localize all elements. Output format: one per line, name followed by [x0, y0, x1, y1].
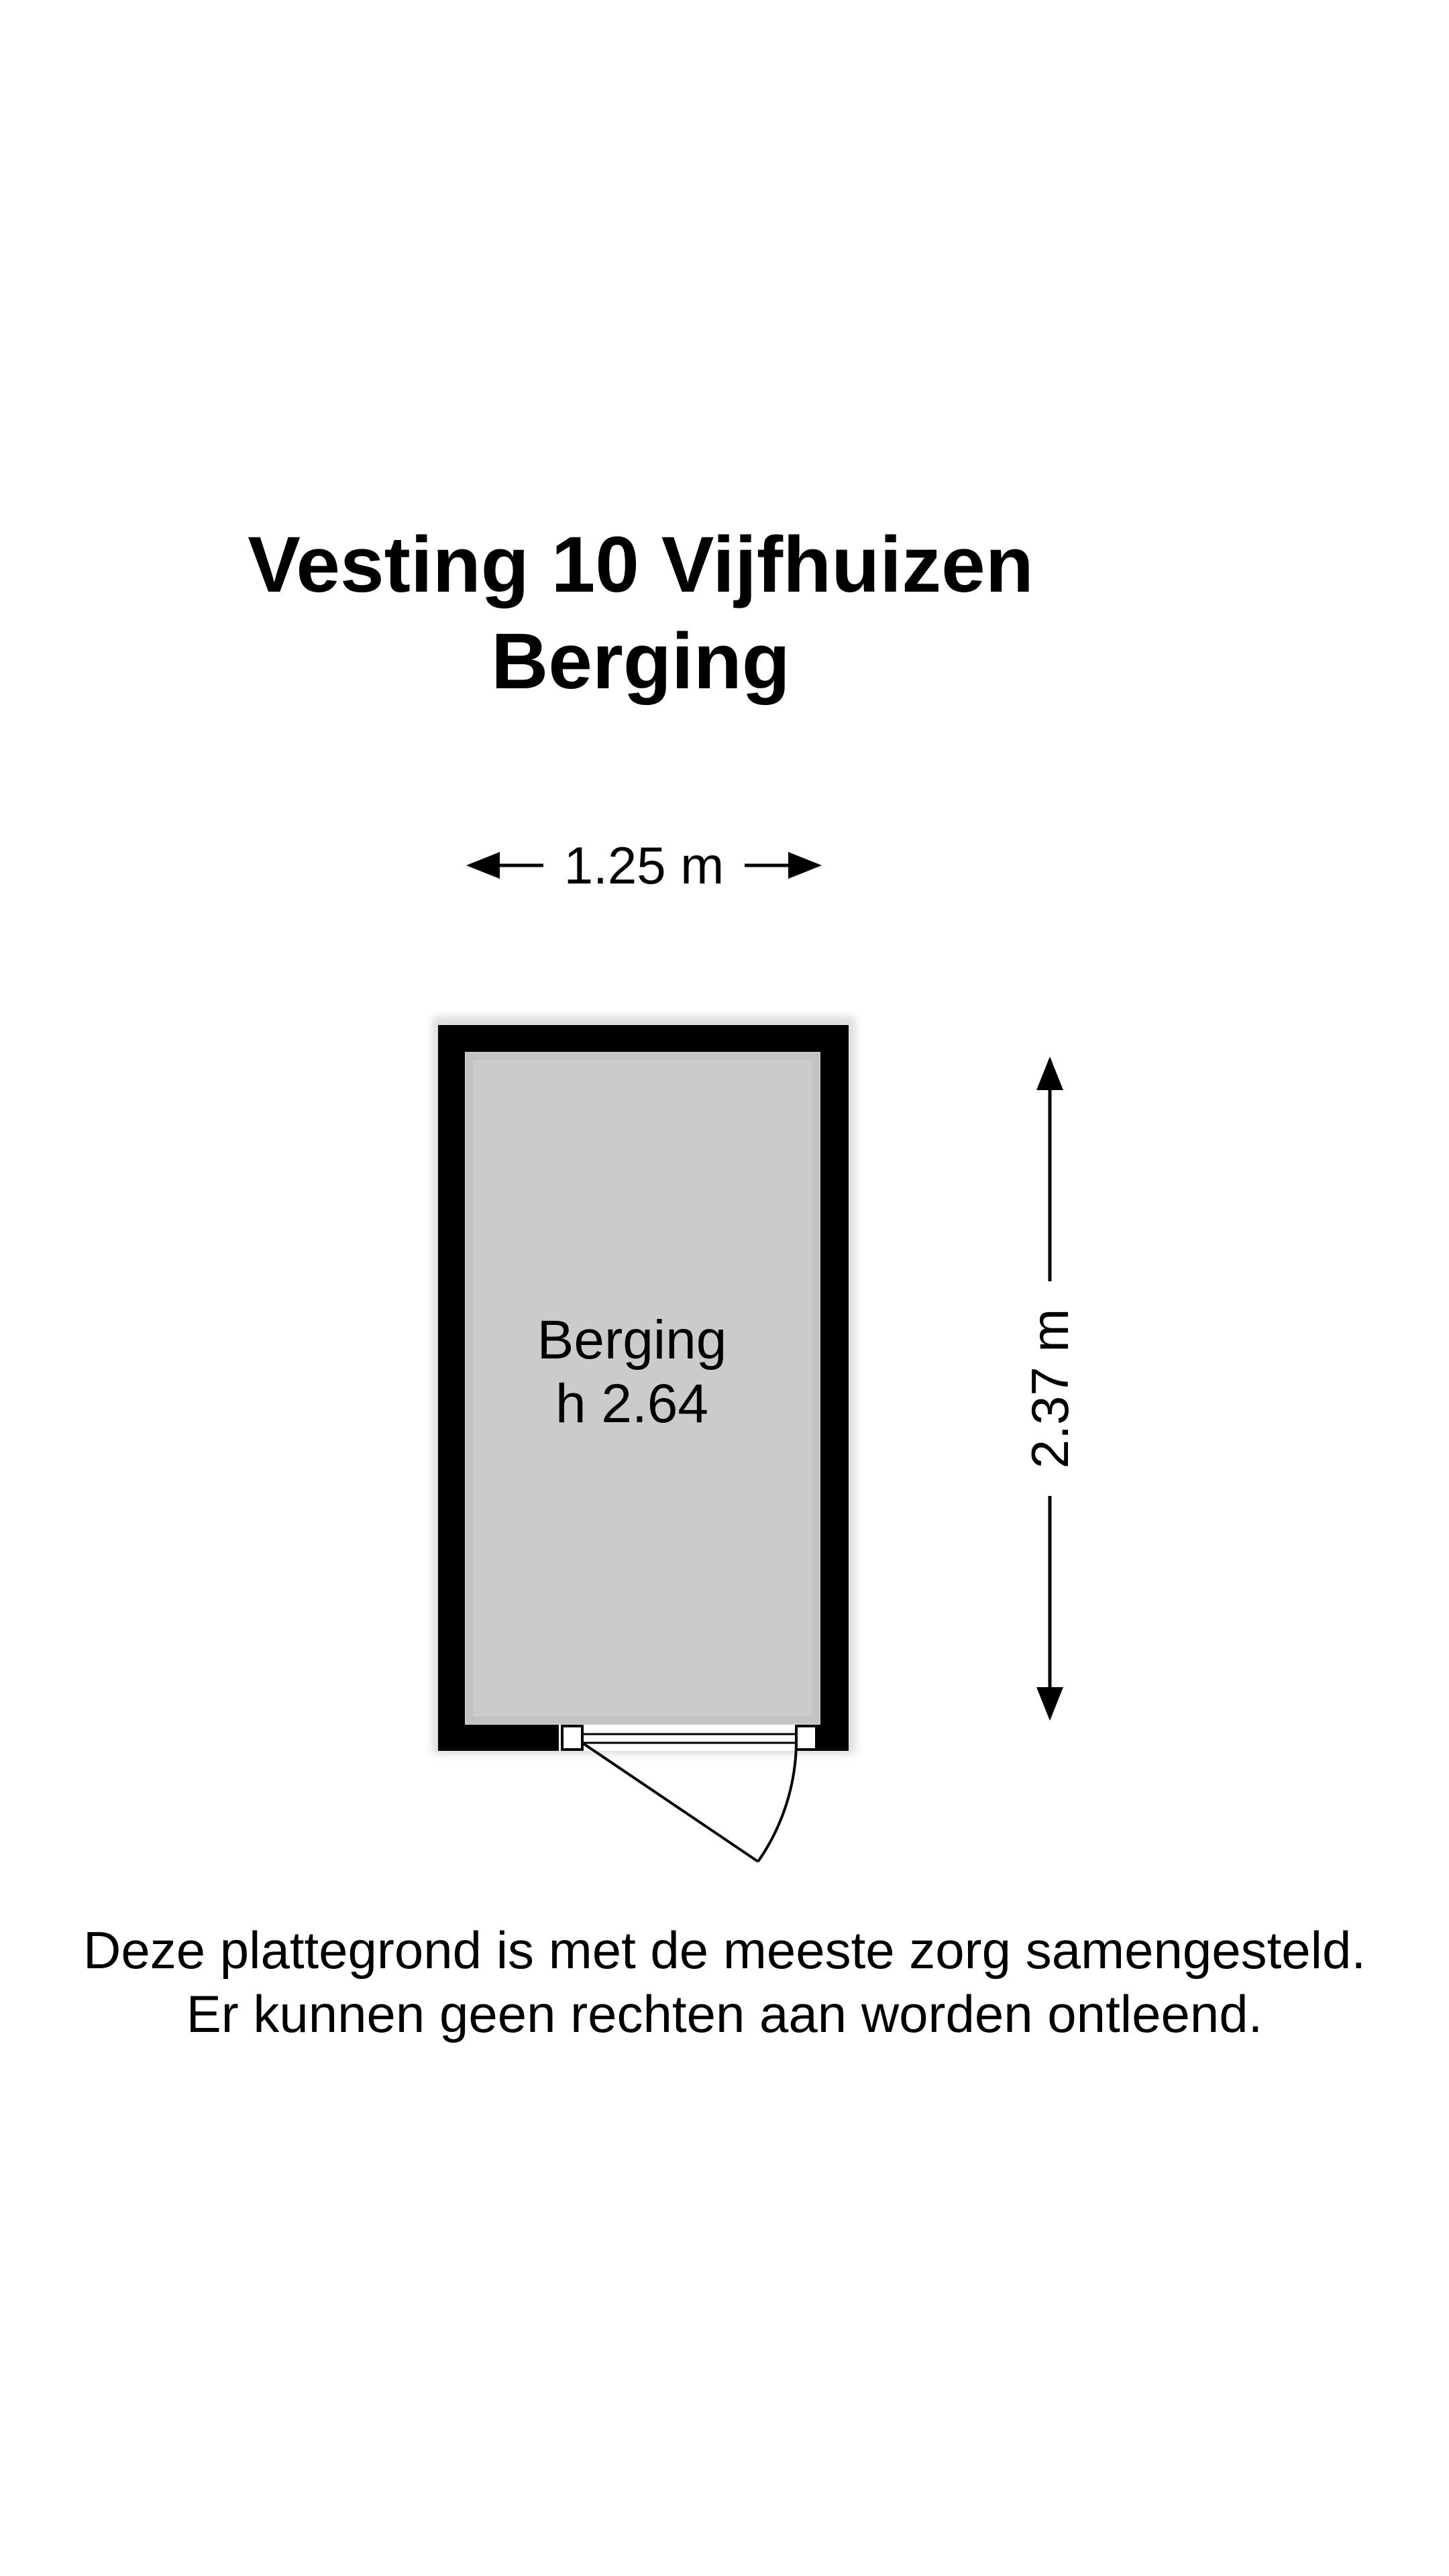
door-jamb-left [562, 1726, 582, 1750]
height-label: 2.37 m [1020, 1308, 1079, 1469]
disclaimer-line-1: Deze plattegrond is met de meeste zorg samengesteld. [83, 1921, 1366, 1980]
height-dimension [1020, 1060, 1079, 1717]
plan-title: Vesting 10 Vijfhuizen [248, 521, 1034, 609]
room-berging [433, 1016, 855, 1862]
door-leaf [582, 1743, 758, 1862]
room-name: Berging [537, 1309, 727, 1371]
door-opening [559, 1725, 817, 1751]
width-label: 1.25 m [564, 836, 724, 895]
disclaimer [0, 1919, 1449, 2046]
width-dimension [470, 836, 818, 895]
plan-subtitle: Berging [491, 617, 790, 706]
door-jamb-right [796, 1726, 816, 1750]
door-swing-arc [758, 1743, 796, 1862]
disclaimer-line-2: Er kunnen geen rechten aan worden ontleend. [186, 1984, 1263, 2043]
room-ceiling-height: h 2.64 [555, 1373, 708, 1434]
